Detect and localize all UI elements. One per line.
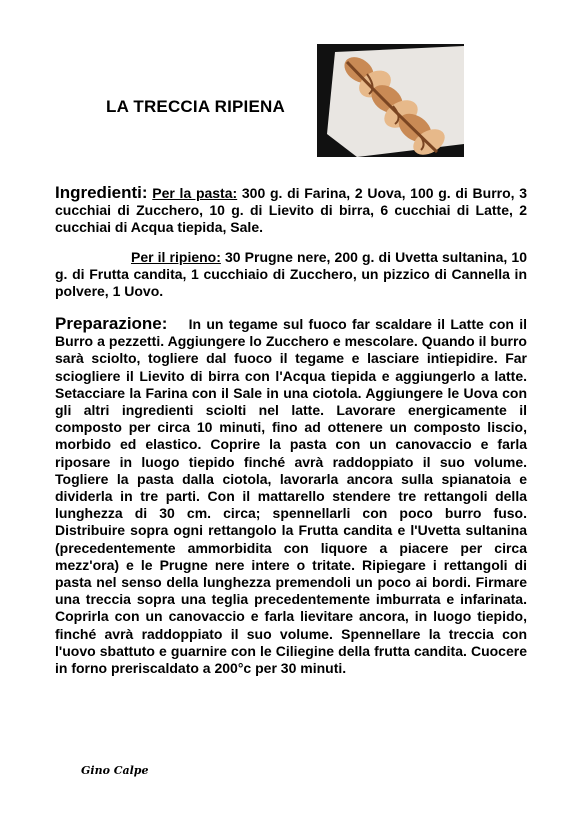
author-signature: Gino Calpe <box>81 764 149 777</box>
bread-image <box>317 44 464 157</box>
preparation-section <box>55 315 527 677</box>
ripieno-label: Per il ripieno: <box>131 249 221 265</box>
preparation-heading: Preparazione: <box>55 314 168 333</box>
recipe-title: LA TRECCIA RIPIENA <box>106 97 285 116</box>
ripieno-ingredients: 30 Prugne nere, 200 g. di Uvetta sultanina, 10 g. di Frutta candita, 1 cucchiaio di Zucchero, un pizzico di Cannella in polvere, 1 Uovo. <box>55 249 527 300</box>
ingredients-filling <box>55 249 527 301</box>
preparation-text: In un tegame sul fuoco far scaldare il Latte con il Burro a pezzetti. Aggiungere lo Zucchero e mescolare. Quando il burro sarà sciolto, togliere dal fuoco il tegame e lasciare intiepidire. Far sciogliere il Lievito di birra con l'Acqua tiepida e aggiungerlo a latte. Setacciare la Farina con il Sale in una ciotola. Aggiungere le Uova con gli altri ingredienti sciolti nel latte. Lavorare energicamente il composto per circa 10 minuti, fino ad ottenere un composto liscio, morbido ed elastico. Coprire la pasta con un canovaccio e farla riposare in luogo tiepido finché avrà raddoppiato il suo volume. Togliere la pasta dalla ciotola, lavorarla ancora sulla spianatoia e dividerla in tre parti. Con il mattarello stendere tre rettangoli della lunghezza di 30 cm. circa; spennellarli con poco burro fuso. Distribuire sopra ogni rettangolo la Frutta candita e l'Uvetta sultanina (precedentemente ammorbidita con liquore a piacere per circa mezz'ora) e le Prugne nere intere o tritate. Ripiegare i rettangoli di pasta nel senso della lunghezza premendoli un poco ai bordi. Firmare una treccia sopra una teglia precedentemente imburrata e infarinata. Coprirla con un canovaccio e farla lievitare ancora, in luogo tiepido, finché avrà raddoppiato il suo volume. Spennellare la treccia con l'uovo sbattuto e guarnire con le Ciliegine della frutta candita. Cuocere in forno preriscaldato a 200°c per 30 minuti. <box>55 316 528 677</box>
ingredients-pasta <box>55 184 527 237</box>
pasta-label: Per la pasta: <box>152 185 238 201</box>
pasta-ingredients: 300 g. di Farina, 2 Uova, 100 g. di Burro, 3 cucchiai di Zucchero, 10 g. di Lievito di birra, 6 cucchiai di Latte, 2 cucchiai di Acqua tiepida, Sale. <box>55 185 528 236</box>
ingredients-heading: Ingredienti: <box>55 183 148 202</box>
braided-bread-photo <box>317 44 464 157</box>
